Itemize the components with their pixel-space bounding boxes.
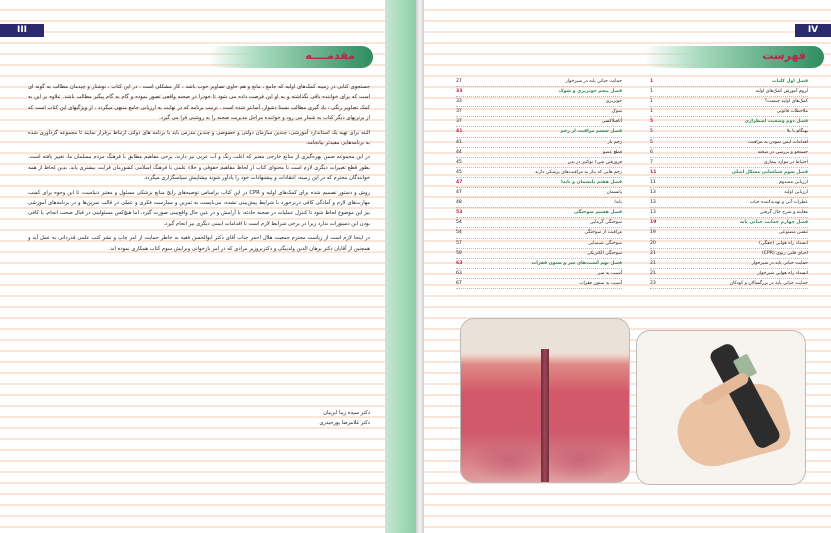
paragraph: روش و دستور تصمیم شده برای کمک‌های اولیه و CPR در این کتاب براساس توصیه‌های رایج منابع پزشکی مسئول و معتبر دنیاست، تا این وجوه برای کسب مهارت‌های لازم و آمادگی کافی دربرخورد با شرایط پیش‌بینی نشده، می‌بایست به تمرین و ممارست فکری و عملی در قالب تمرین‌ها و در برنامه‌های آموزشی نیز این موضوع لحاظ شود تا کنترل عملیات در صحنه حادثه، با آرامش و در عین حال واقع‌بینی صورت گیرد، اما هیچ‌کس مسئولیتی در قبال صحت انجام، یا کافی بودن این دستورات ندارد زیرا در برخی شرایط لازم است تا اقدامات ایمنی دیگری نیز انجام گیرد. (28, 189, 370, 227)
toc-entry[interactable]: فصل دوم وضعیت اضطراری 5 (650, 117, 808, 127)
toc-entry[interactable]: تنفس مصنوعی 19 (650, 228, 808, 238)
signature-block (120, 408, 370, 428)
toc-entry[interactable]: آسیب به ستون فقرات 67 (456, 279, 622, 289)
paragraph: جستجوی کتابی در زمینه کمک‌های اولیه که جامع ، مانع و هم حاوی تصاویر خوب باشد ، کار مشکلی است . در این کتاب ، نوشتار و چیدمان مطالب به گونه ای است که برای خواننده باقی نگذاشته و به او این فرصت داده می شود تا خودرا در صحنه واقعی تصور نموده و گام به گام پیگیر مطالب باشد. علاوه بر این به کمک تصاویر رنگی ، یاد گیری مطالب نسبتا دشوار، آسانتر شده است . ترتیب برنامه که در نهایت به ارزیابی جامع منتهی میگردد ، از ویژگیهای این کتاب است که از برتریهای دیگر کتاب به شمار می رود و خواننده مراحل مدیریت صحنه را به روشنی فرا می گیرد. (28, 84, 370, 122)
page-number: III (0, 24, 44, 37)
toc-entry[interactable]: معاینه و شرح حال گرفتن 13 (650, 208, 808, 218)
toc-entry[interactable]: آنافیلاکسی 37 (456, 117, 622, 127)
toc-entry[interactable]: حمایت حیاتی پایه در شیرخوار 21 (650, 259, 808, 269)
toc-entry[interactable]: فصل پنجم خونریزی و شوک 33 (456, 87, 622, 97)
page-edge-band (385, 0, 416, 533)
toc-entry[interactable]: حمایت حیاتی پایه در بزرگسالان و کودکان 23 (650, 279, 808, 289)
toc-entry[interactable]: جستجو و بررسی در صحنه 6 (650, 148, 808, 158)
toc-entry[interactable]: فصل چهارم حمایت حیاتی پایه 19 (650, 218, 808, 228)
paragraph: البته برای تهیه یک استاندارد آموزشی، چندین سازمان دولتی و خصوصی و چندین مدرس باید با برنامه های دولتی ارتباط برقرار نمایند تا مجموعه گردآوری شده به برنامه‌هایی مفیدتر بیانجامد. (28, 129, 370, 147)
toc-entry[interactable]: انسداد راه هوایی شیرخوار 21 (650, 269, 808, 279)
toc-entry[interactable]: ارزیابی اولیه 13 (650, 188, 808, 198)
toc-entry[interactable]: باندا 48 (456, 198, 622, 208)
toc-entry[interactable]: فصل هشتم سوختگی 53 (456, 208, 622, 218)
toc-entry[interactable]: سوختگی گرمایی 54 (456, 218, 622, 228)
toc-entry[interactable]: خونریزی 33 (456, 97, 622, 107)
toc-entry[interactable]: لزوم آموزش کمک‌های اولیه 1 (650, 87, 808, 97)
toc-entry[interactable]: احتیاط در موارد بیماری 7 (650, 158, 808, 168)
paragraph: در این مجموعه ضمن بهره‌گیری از منابع خارجی معتبر که اغلب رنگ و آب عربی نیز دارند، برخی مفاهیم مطابق با فرهنگ مردم مسلمان ما، تغییر یافته است. بطور قطع تغییرات دیگری لازم است تا محتوای کتاب از لحاظ مفاهیم حقوقی و خلاء علمی با فرهنگ اسلامی کشورمان قرابت بیشتری یابد. بدین لحاظ از همه خوانندگان محترم که در این زمینه، انتقادات و پیشنهادات خود را یادآور شوند پیشاپیش سپاسگزاری میگردد. (28, 154, 370, 182)
intro-body (28, 82, 370, 258)
toc-entry[interactable]: فصل اول کلیات 1 (650, 77, 808, 87)
toc-entry[interactable]: ارزیابی مصدوم 11 (650, 178, 808, 188)
toc-entry[interactable]: پانسمان 47 (456, 188, 622, 198)
toc-entry[interactable]: زخم هایی که نیاز به مراقبت‌های پزشکی دارند 45 (456, 168, 622, 178)
mobile-phone-call-photo (636, 330, 806, 485)
page-title: فهرست (762, 49, 806, 62)
paragraph: در اینجا لازم است از زیاست محترم جمعیت هلال احمر جناب آقای دکتر ابوالحسن فقیه به خاطر حمایت از امر چاپ و نشر کتب علمی قدردانی به عمل آید و همچنین از آقایان دکتر برهان الدین ولدبیگی و دکتربروزیر مرادی که در امر بازخوانی وبرایش سوم کتاب همکاری نموده اند. (28, 235, 370, 252)
page-number: IV (795, 24, 831, 37)
toc-entry[interactable]: بهنگام با بلا 5 (650, 127, 808, 137)
toc-entry[interactable]: فصل هفتم پانسمان و باندا 47 (456, 178, 622, 188)
toc-entry[interactable]: زخم باز 41 (456, 138, 622, 148)
toc-entry[interactable]: مراقبت از سوختگی 54 (456, 228, 622, 238)
toc-entry[interactable]: سوختگی شیمیایی 57 (456, 239, 622, 249)
book-gutter (416, 0, 424, 533)
toc-entry[interactable]: اقدامات ایمن نمودن به مراقبت 5 (650, 138, 808, 148)
toc-column-2 (456, 77, 622, 289)
toc-entry[interactable]: شوک 37 (456, 107, 622, 117)
toc-entry[interactable]: فصل نهم آسیب‌های سر و ستون فقرات 63 (456, 259, 622, 269)
author-name: دکتر سیده زیبا ابریبان (323, 410, 370, 416)
photo-shorts (461, 319, 629, 353)
toc-entry[interactable]: کمک‌های اولیه چیست؟ 1 (650, 97, 808, 107)
toc-entry[interactable]: عطرات آنی و تهدیدکننده حیات 13 (650, 198, 808, 208)
author-name: دکتر غلامرضا پورحیدری (319, 420, 370, 426)
toc-entry[interactable]: قطع عضو 44 (456, 148, 622, 158)
toc-entry[interactable]: انسداد راه هوایی (خفگی) 20 (650, 239, 808, 249)
section-heading-bar (644, 46, 824, 68)
toc-entry[interactable]: احیای قلبی ریوی (CPR) 21 (650, 249, 808, 259)
section-heading-bar (208, 46, 373, 68)
toc-entry[interactable]: فصل سوم شناسایی مشکل اصلی 11 (650, 168, 808, 178)
sunburn-legs-photo (460, 318, 630, 483)
toc-entry[interactable]: حمایت حیاتی پایه در شیرخوار 27 (456, 77, 622, 87)
toc-column-1 (650, 77, 808, 289)
toc-entry[interactable]: آسیب به سر 63 (456, 269, 622, 279)
page-title: مقدمــــه (305, 49, 355, 62)
toc-entry[interactable]: فرورفتن شیء نوکتیز در بدن 45 (456, 158, 622, 168)
photo-leg-split (541, 349, 549, 482)
toc-entry[interactable]: ملاحظات قانونی 1 (650, 107, 808, 117)
toc-entry[interactable]: سوختگی الکتریکی 59 (456, 249, 622, 259)
toc-entry[interactable]: فصل ششم مراقبت از زخم 41 (456, 127, 622, 137)
